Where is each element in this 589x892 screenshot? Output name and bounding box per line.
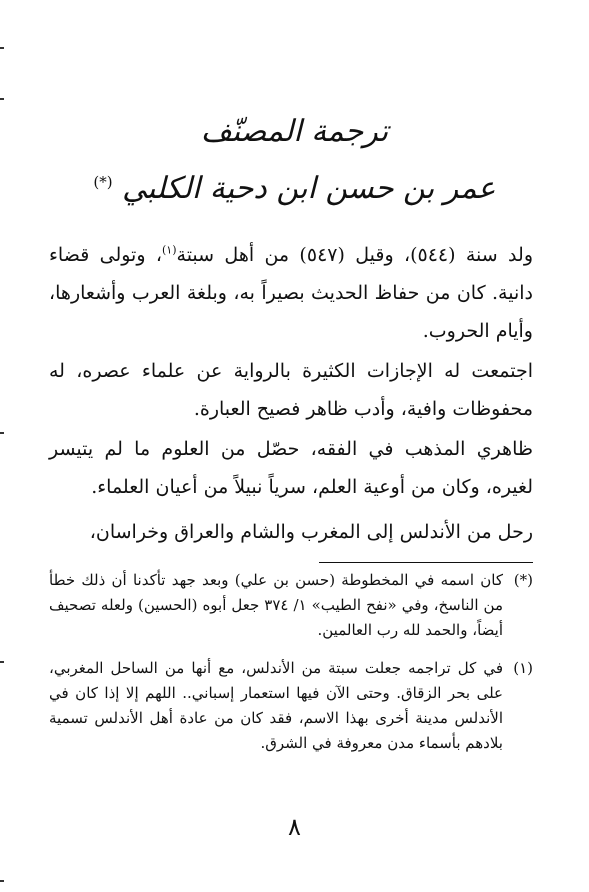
chapter-heading: ترجمة المصنّف (200, 114, 389, 149)
footnote-divider (319, 562, 533, 563)
footnote-marker: (١) (513, 659, 533, 677)
author-name-heading (0, 160, 589, 211)
paragraph-birth (49, 236, 533, 350)
paragraph-travels: رحل من الأندلس إلى المغرب والشام والعراق وخراسان، (89, 521, 533, 543)
footnote-ref-1: (١) (162, 243, 177, 257)
scan-edge-mark (0, 661, 4, 663)
scan-edge-mark (0, 47, 4, 49)
author-name: عمر بن حسن ابن دحية الكلبي (122, 171, 496, 206)
footnote-text: في كل تراجمه جعلت سبتة من الأندلس، مع أنها من الساحل المغربي، على بحر الزقاق. وحتى الآن فيها استعمار إسباني.. اللهم إلا إذا كان في الأندلس مدينة أخرى بهذا الاسم، فقد كان من عادة أهل الأندلس تسمية بلادهم بأسماء مدن معروفة في الشرق. (49, 659, 503, 752)
scan-edge-mark (0, 98, 4, 100)
page-number: ٨ (288, 813, 301, 841)
author-footnote-marker: (*) (93, 173, 113, 191)
footnote-marker: (*) (513, 571, 533, 589)
footnote-author-name (49, 568, 533, 643)
scan-edge-mark (0, 432, 4, 434)
footnote-text: كان اسمه في المخطوطة (حسن بن علي) وبعد جهد تأكدنا أن ذلك خطأ من الناسخ، وفي «نفح الطيب» ١/ ٣٧٤ جعل أبوه (الحسين) ولعله تصحيف أيضاً، والحمد لله رب العالمين. (49, 571, 503, 639)
scan-edge-mark (0, 880, 4, 882)
footnote-sabta (49, 656, 533, 756)
paragraph-madhhab: ظاهري المذهب في الفقه، حصّل من العلوم ما لم يتيسر لغيره، وكان من أوعية العلم، سرياً نبيلاً من أعيان العلماء. (49, 438, 533, 498)
paragraph-ijazat: اجتمعت له الإجازات الكثيرة بالرواية عن علماء عصره، له محفوظات وافية، وأدب ظاهر فصيح العبارة. (49, 360, 533, 420)
paragraph-birth-part1: ولد سنة (٥٤٤)، وقيل (٥٤٧) من أهل سبتة (176, 244, 533, 266)
paragraph-birth-part2: ، وتولى قضاء دانية. كان من حفاظ الحديث بصيراً به، وبلغة العرب وأشعارها، وأيام الحروب. (49, 244, 533, 342)
